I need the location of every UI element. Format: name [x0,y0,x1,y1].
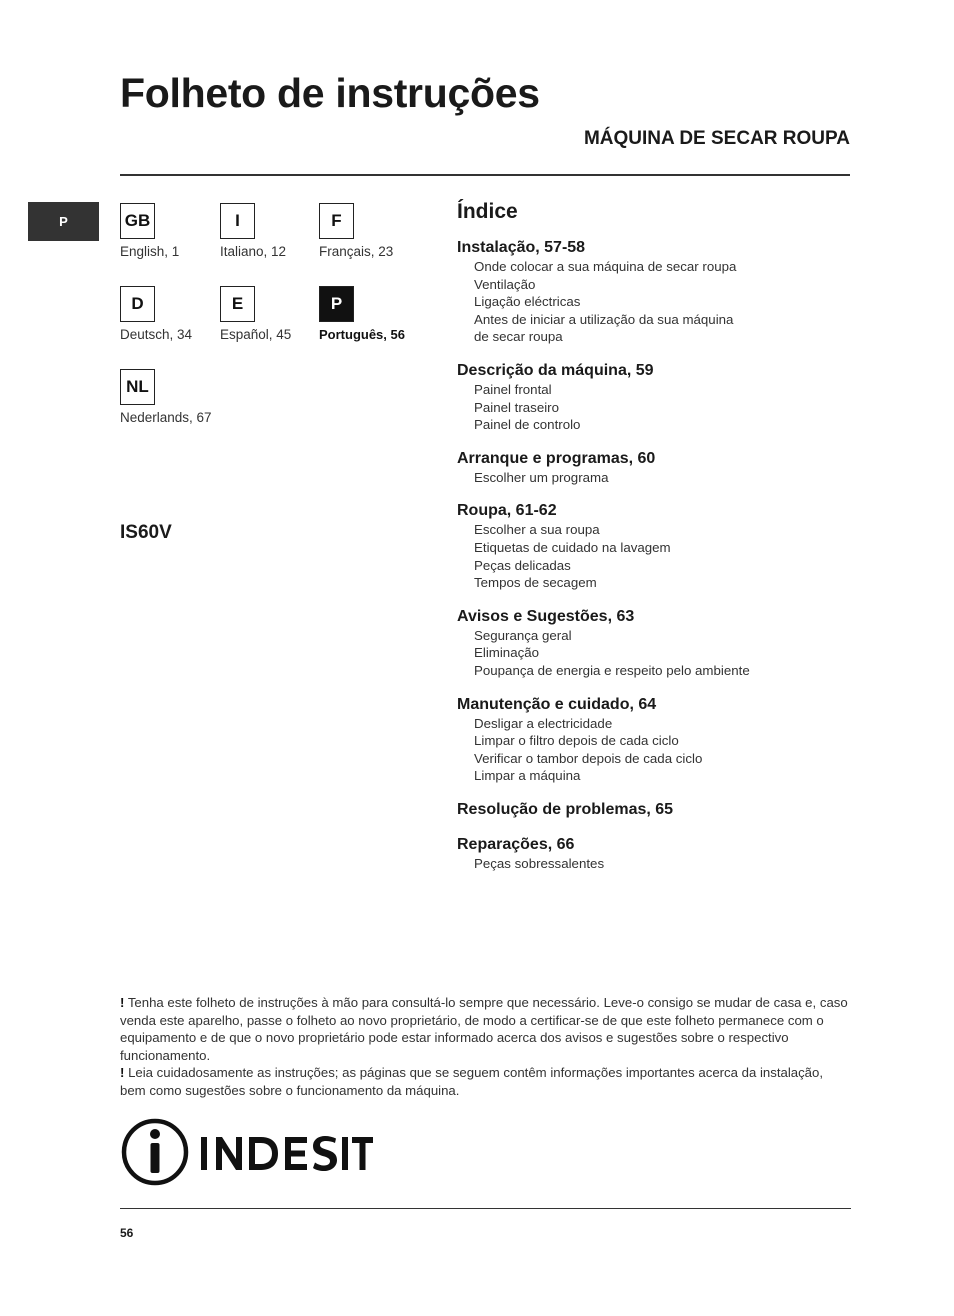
toc-subitem: Painel de controlo [474,417,581,433]
page-title: Folheto de instruções [120,70,540,116]
toc-subitem: Segurança geral [474,627,572,643]
toc-section [457,834,857,873]
language-label: Nederlands, 67 [120,410,212,425]
language-option-nl[interactable] [120,369,230,425]
language-code-box[interactable]: F [319,203,354,239]
language-code-box[interactable]: E [220,286,255,322]
language-option-it[interactable] [220,203,330,259]
toc-subitem: Limpar o filtro depois de cada ciclo [474,733,679,749]
note-paragraph [120,994,852,1064]
toc-subitem: Peças delicadas [474,557,571,573]
toc-section-heading[interactable]: Resolução de problemas, 65 [457,800,674,818]
language-code-box[interactable]: D [120,286,155,322]
table-of-contents [457,237,857,886]
language-option-gb[interactable] [120,203,230,259]
indesit-logo [121,1117,373,1187]
toc-subitem: Tempos de secagem [474,575,597,591]
toc-section [457,799,857,820]
toc-subitem: de secar roupa [474,329,563,345]
note-text: Tenha este folheto de instruções à mão para consultá-lo sempre que necessário. Leve-o consigo se mudar de casa e, caso venda este aparelho, passe o folheto ao novo proprietário, de modo a certificar-se de que este folheto permanece com o equipamento e de que o novo proprietário pode estar informado acerca dos avisos e sugestões sobre o respectivo funcionamento. [120,995,848,1063]
notes-block [120,994,852,1099]
language-code-box[interactable]: NL [120,369,155,405]
toc-section [457,360,857,434]
note-text: Leia cuidadosamente as instruções; as páginas que se seguem contêm informações importantes acerca da instalação, bem como sugestões sobre o funcionamento da máquina. [120,1065,824,1098]
language-code-box[interactable]: GB [120,203,155,239]
toc-subitem: Ligação eléctricas [474,294,581,310]
language-label: Italiano, 12 [220,244,287,259]
language-option-fr[interactable] [319,203,429,259]
language-option-de[interactable] [120,286,230,342]
toc-subitem: Peças sobressalentes [474,855,605,871]
page-subtitle: MÁQUINA DE SECAR ROUPA [583,128,850,149]
toc-section-heading[interactable]: Descrição da máquina, 59 [457,361,654,379]
toc-section-heading[interactable]: Avisos e Sugestões, 63 [457,607,635,625]
page-number: 56 [120,1226,134,1240]
warning-mark: ! [120,995,125,1010]
footer-divider [120,1208,851,1209]
language-code-box-selected[interactable]: P [319,286,354,322]
toc-section-heading[interactable]: Instalação, 57-58 [457,239,586,256]
toc-subitem: Etiquetas de cuidado na lavagem [474,539,671,555]
toc-subitem: Antes de iniciar a utilização da sua máquina [474,311,734,327]
toc-subitem: Painel frontal [474,381,552,397]
toc-subitem: Verificar o tambor depois de cada ciclo [474,750,703,766]
toc-subitem: Escolher um programa [474,469,609,485]
language-label: Español, 45 [220,327,292,342]
toc-section [457,500,857,591]
warning-mark: ! [120,1065,125,1080]
toc-subitem: Limpar a máquina [474,768,581,784]
toc-subitem: Ventilação [474,276,536,292]
note-paragraph [120,1064,852,1099]
toc-section-heading[interactable]: Roupa, 61-62 [457,502,557,520]
header-divider [120,174,850,176]
toc-section [457,694,857,785]
language-option-pt[interactable] [319,286,429,342]
toc-section-heading[interactable]: Arranque e programas, 60 [457,449,656,467]
toc-section [457,448,857,487]
toc-subitem: Painel traseiro [474,399,559,415]
toc-subitem: Onde colocar a sua máquina de secar roupa [474,259,737,274]
language-label: English, 1 [120,244,180,259]
language-side-tab: P [28,202,99,241]
toc-section-heading[interactable]: Reparações, 66 [457,835,575,853]
language-label: Français, 23 [319,244,394,259]
language-code-box[interactable]: I [220,203,255,239]
toc-subitem: Desligar a electricidade [474,715,613,731]
toc-subitem: Escolher a sua roupa [474,522,600,538]
model-number: IS60V [120,522,172,543]
language-option-es[interactable] [220,286,330,342]
toc-section [457,606,857,680]
language-label-selected: Português, 56 [319,327,405,342]
index-title: Índice [457,200,518,223]
toc-subitem: Eliminação [474,645,540,661]
toc-section [457,237,857,346]
language-label: Deutsch, 34 [120,327,193,342]
toc-section-heading[interactable]: Manutenção e cuidado, 64 [457,695,657,713]
toc-subitem: Poupança de energia e respeito pelo ambiente [474,662,750,678]
